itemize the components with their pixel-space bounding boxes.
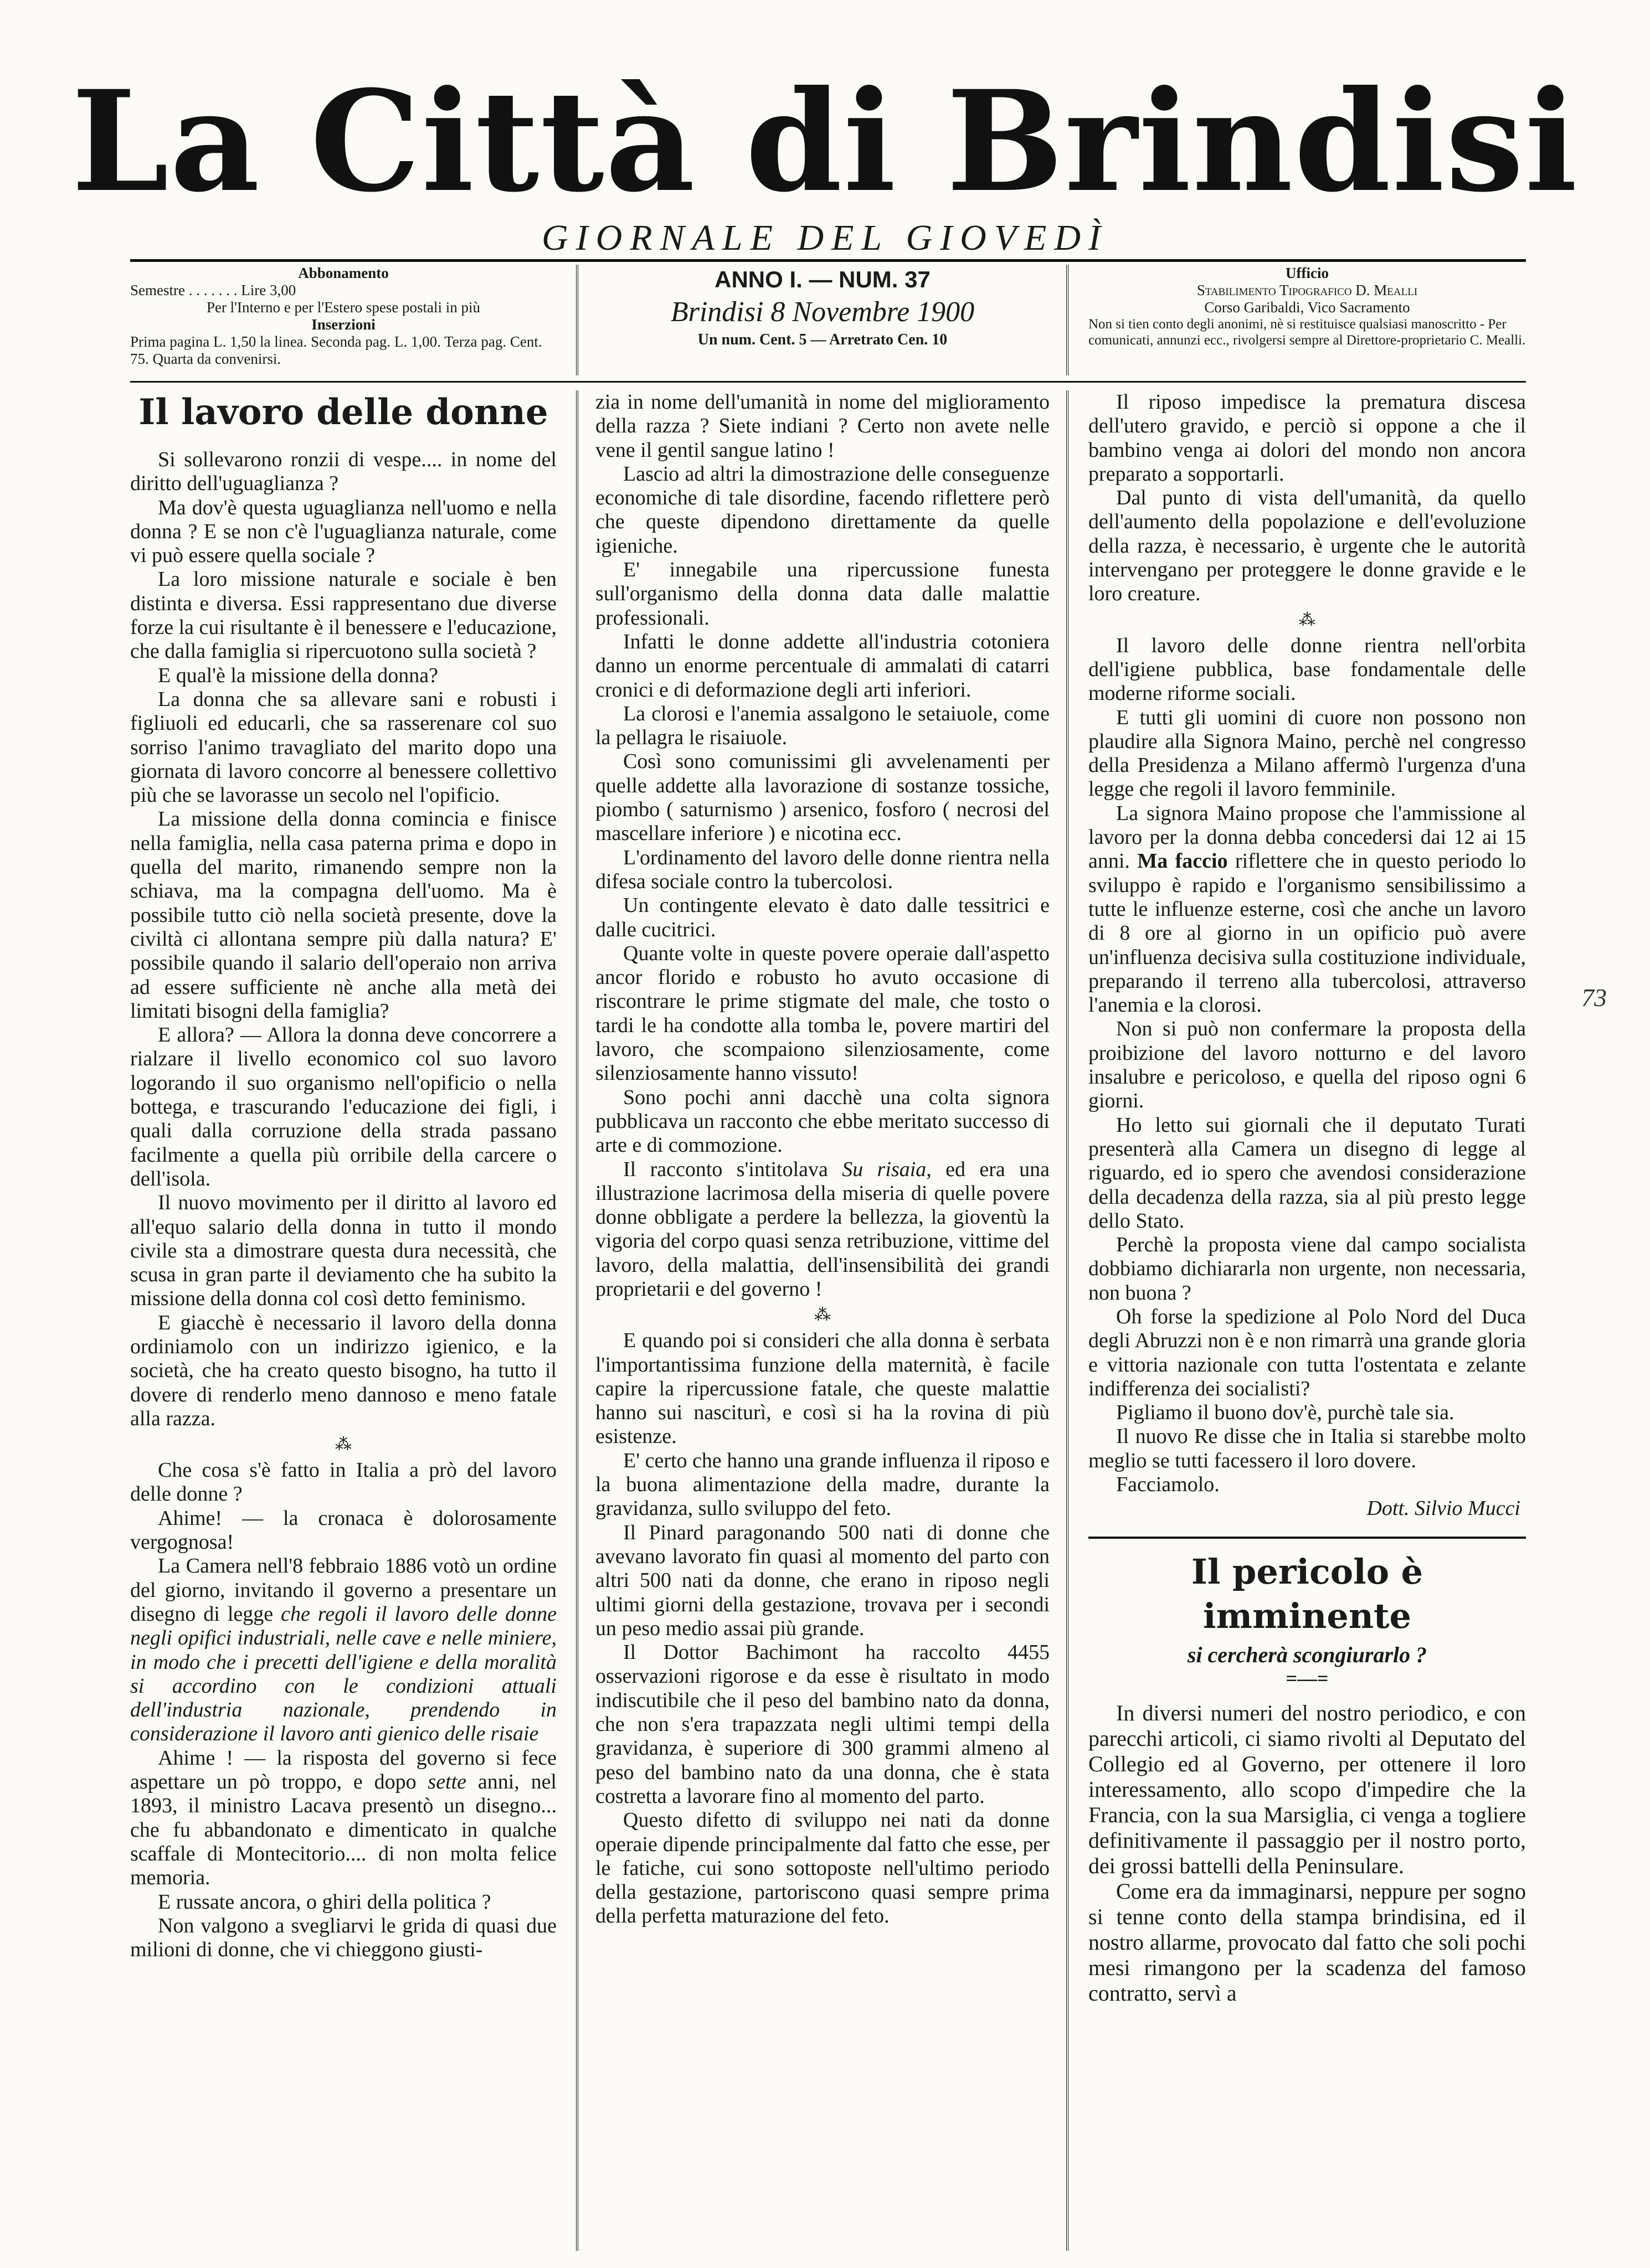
header-separator-right [1066, 265, 1072, 375]
paragraph: E' innegabile una ripercussione funesta sull'organismo della donna data dalle malattie professionali. [595, 558, 1050, 630]
paragraph: Che cosa s'è fatto in Italia a prò del lavoro delle donne ? [130, 1458, 557, 1506]
paragraph: La missione della donna comincia e finisce nella famiglia, nella casa paterna prima e dopo in quella del marito, rimanendo sempre non la schiava, ma la compagna dell'uomo. Ma è possibile tutto ciò nella società presente, dove la civiltà ci allontana sempre più dalla natura? E' possibile quando il salario dell'operaio non arriva ad essere sufficiente nè anche alla metà dei limitati bisogni della famiglia? [130, 807, 557, 1023]
issue-number: ANNO I. — NUM. 37 [715, 266, 931, 292]
section-stars: ⁂ [335, 1435, 352, 1454]
paragraph: zia in nome dell'umanità in nome del miglioramento della razza ? Siete indiani ? Certo non avete nelle vene il gentil sangue latino ! [595, 390, 1050, 462]
paragraph: Quante volte in queste povere operaie dall'aspetto ancor florido e robusto ho avuto occasione di riscontrare le prime stigmate del male, che tosto o tardi le ha condotte alla tomba le, povere martiri del lavoro, che scompaiono silenziosamente, come silenziosamente hanno vissuto! [595, 941, 1050, 1085]
section-stars: ⁂ [814, 1306, 831, 1324]
paragraph-text: , ed era una illustrazione lacrimosa della miseria di quelle povere donne obbligate a perdere la bellezza, la gioventù la vigoria del corpo quasi senza retribuzione, vittime del lavoro, della malattia, dell'insensibilità dei grandi proprietarii e del governo ! [595, 1157, 1050, 1301]
header-top-rule [130, 259, 1526, 262]
paragraph: E russate ancora, o ghiri della politica ? [158, 1890, 491, 1914]
article-separator-rule [1088, 1537, 1526, 1539]
paragraph: La donna che sa allevare sani e robusti i figliuoli ed educarli, che sa rasserenare col suo sorriso l'animo travagliato del marito dopo una giornata di lavoro concorre al benessere collettivo più che se lavorasse un secolo nel l'opificio. [130, 687, 557, 807]
office-notice: Non si tien conto degli anonimi, nè si restituisce qualsiasi manoscritto - Per comunicati, annunzi ecc., rivolgersi sempre al Direttore-proprietario C. Mealli. [1088, 317, 1526, 348]
paragraph: E allora? — Allora la donna deve concorrere a rialzare il livello economico col suo lavoro logorando il suo organismo nell'opificio o nella bottega, e trascurando l'educazione dei figli, i quali dalla corruzione della strada passano facilmente a quella più orribile della carcere o dell'isola. [130, 1023, 557, 1190]
paragraph: Il Dottor Bachimont ha raccolto 4455 osservazioni rigorose e da esse è risultato in modo indiscutibile che il peso del bambino nato da donna, che non s'era trapazzata negli ultimi tempi della gravidanza, è superiore di 300 grammi almeno al peso del bambino nato da una donna, che è stata costretta a lavorare fino al momento del parto. [595, 1641, 1050, 1808]
paragraph: Ma dov'è questa uguaglianza nell'uomo e nella donna ? E se non c'è l'uguaglianza naturale, come vi può essere quella sociale ? [130, 496, 557, 568]
subscription-heading: Abbonamento [298, 265, 389, 281]
paragraph: Il nuovo movimento per il diritto al lavoro ed all'equo salario della donna in tutto il mondo civile sta a dimostrare questa dura necessità, che scusa in gran parte il deviamento che ha subito la missione della donna col così detto feminismo. [130, 1191, 557, 1311]
paragraph: Sono pochi anni dacchè una colta signora pubblicava un racconto che ebbe meritato successo di arte e di commozione. [595, 1085, 1050, 1157]
article-title-pericolo: Il pericolo è imminente [1191, 1551, 1423, 1636]
column-separator-1 [576, 390, 582, 2251]
paragraph: L'ordinamento del lavoro delle donne rientra nella difesa sociale contro la tubercolosi. [595, 846, 1050, 893]
paragraph-bold: Ma faccio [1137, 849, 1228, 873]
column-separator-2 [1066, 390, 1072, 2251]
header-subscription-box [130, 265, 557, 375]
paragraph: Infatti le donne addette all'industria cotoniera danno un enorme percentuale di ammalati di catarri cronici e di deformazione degli arti inferiori. [595, 630, 1050, 702]
paragraph: Ahime! — la cronaca è dolorosamente vergognosa! [130, 1506, 557, 1554]
section-stars: ⁂ [1299, 610, 1315, 629]
paragraph-text: La signora Maino propose che l'ammissione al lavoro per la donna debba concedersi dai 12 ai 15 anni. [1088, 801, 1526, 873]
paragraph: E tutti gli uomini di cuore non possono non plaudire alla Signora Maino, perchè nel congresso della Presidenza a Milano affermò l'urgenza d'una legge che regoli il lavoro femminile. [1088, 705, 1526, 801]
paragraph: E qual'è la missione della donna? [158, 663, 438, 687]
newspaper-title: La Città di Brindisi [71, 60, 1579, 223]
issue-date: Brindisi 8 Novembre 1900 [670, 296, 975, 328]
paragraph: Si sollevarono ronzii di vespe.... in nome del diritto dell'uguaglianza ? [130, 448, 557, 496]
paragraph-italic: sette [428, 1770, 467, 1794]
paragraph: Questo difetto di sviluppo nei nati da donne operaie dipende principalmente dal fatto che esse, per le fatiche, cui sono sottoposte nell'ultimo periodo della gestazione, partoriscono quasi sempre prima della perfetta maturazione del feto. [595, 1808, 1050, 1928]
office-heading: Ufficio [1286, 265, 1329, 281]
paragraph: Il lavoro delle donne rientra nell'orbita dell'igiene pubblica, base fondamentale delle moderne riforme sociali. [1088, 633, 1526, 705]
masthead [0, 60, 1650, 259]
paragraph: Non valgono a svegliarvi le grida di quasi due milioni di donne, che vi chieggono giusti- [130, 1914, 557, 1962]
paragraph: Come era da immaginarsi, neppure per sogno si tenne conto della stampa brindisina, ed il nostro allarme, provocato dal fatto che soli pochi mesi rimangono per la scadenza del famoso contratto, servì a [1088, 1879, 1526, 2006]
column-1 [130, 390, 557, 1962]
insertions-heading: Inserzioni [311, 316, 376, 333]
office-printer: Stabilimento Tipografico D. Mealli [1196, 282, 1418, 298]
header-office-box [1088, 265, 1526, 375]
paragraph: Non si può non confermare la proposta della proibizione del lavoro notturno e del lavoro insalubre e pericoloso, e quella del riposo ogni 6 giorni. [1088, 1017, 1526, 1113]
article-separator-mark: =—= [1286, 1667, 1329, 1689]
paragraph: Perchè la proposta viene dal campo socialista dobbiamo dichiararla non urgente, non necessaria, non buona ? [1088, 1233, 1526, 1305]
paragraph: Facciamolo. [1116, 1473, 1220, 1497]
newspaper-subtitle: GIORNALE DEL GIOVEDÌ [541, 218, 1109, 258]
paragraph-text: La Camera nell'8 febbraio 1886 votò un ordine del giorno, invitando il governo a presentare un disegno di legge [130, 1554, 557, 1626]
paragraph-text: anni, nel 1893, il ministro Lacava presentò un disegno... che fu abbandonato e dimenticato in qualche scaffale di Montecitorio.... di non molta felice memoria. [130, 1770, 557, 1890]
paragraph-governo [130, 1746, 557, 1890]
paragraph: Lascio ad altri la dimostrazione delle conseguenze economiche di tale disordine, facendo riflettere però che queste dipendono direttamente da quelle igieniche. [595, 462, 1050, 558]
paragraph-text: Il racconto s'intitolava [623, 1157, 842, 1181]
paragraph: Dal punto di vista dell'umanità, da quello dell'aumento della popolazione e dell'evoluzione della razza, è necessario, è urgente che le autorità intervengano per proteggere le donne gravide e le loro creature. [1088, 486, 1526, 606]
header-bottom-rule [130, 381, 1526, 383]
article-signature: Dott. Silvio Mucci [1366, 1497, 1520, 1520]
article-title-lavoro-donne: Il lavoro delle donne [138, 391, 548, 433]
paragraph: Ho letto sui giornali che il deputato Turati presenterà alla Camera un disegno di legge al riguardo, ed io spero che avendosi considerazione della decadenza della razza, sia al più presto legge dello Stato. [1088, 1113, 1526, 1233]
article-subtitle-pericolo: si cercherà scongiurarlo ? [1187, 1642, 1427, 1667]
paragraph: La loro missione naturale e sociale è ben distinta e diversa. Essi rappresentano due diverse forze la cui risultante è il benessere e l'educazione, che dalla famiglia si ripercuotono sulla società ? [130, 568, 557, 663]
issue-price: Un num. Cent. 5 — Arretrato Cen. 10 [697, 331, 948, 348]
insertions-rates: Prima pagina L. 1,50 la linea. Seconda pag. L. 1,00. Terza pag. Cent. 75. Quarta da convenirsi. [130, 333, 542, 367]
paragraph-text: riflettere che in questo periodo lo sviluppo è rapido e l'organismo sensibilissimo a tutte le influenze esterne, così che anche un lavoro di 8 ore al giorno in un opificio può avere un'influenza decisiva sulla costituzione individuale, preparando il terreno alla tubercolosi, attraverso l'anemia e la clorosi. [1088, 849, 1526, 1017]
header-separator-left [576, 265, 582, 375]
paragraph: Un contingente elevato è dato dalle tessitrici e dalle cucitrici. [595, 894, 1050, 941]
paragraph-text: Ahime ! — la risposta del governo si fece aspettare un pò troppo, e dopo [130, 1746, 557, 1794]
paragraph: Pigliamo il buono dov'è, purchè tale sia. [1116, 1401, 1454, 1425]
paragraph: Il Pinard paragonando 500 nati di donne che avevano lavorato fin quasi al momento del parto con altri 500 nati da donne, che erano in riposo negli ultimi giorni della gestazione, trovava per i secondi un peso medio assai più grande. [595, 1520, 1050, 1640]
paragraph-italic: Su risaia [842, 1157, 927, 1181]
paragraph-maino [1088, 802, 1526, 1018]
paragraph-italic: che regoli il lavoro delle donne negli opifici industriali, nelle cave e nelle miniere, in modo che i precetti dell'igiene e della moralità si accordino con le condizioni attuali dell'industria nazionale, prendendo in considerazione il lavoro anti gienico delle risaie [130, 1602, 557, 1746]
paragraph: Il riposo impedisce la prematura discesa dell'utero gravido, e perciò si oppone a che il bambino venga ai dolori del mondo non ancora preparato a sopportarli. [1088, 390, 1526, 486]
paragraph: La clorosi e l'anemia assalgono le setaiuole, come la pellagra le risaiuole. [595, 702, 1050, 750]
paragraph-camera [130, 1554, 557, 1746]
paragraph: E giacchè è necessario il lavoro della donna ordiniamolo con un indirizzo igienico, e la società, che ha creato questo bisogno, ha tutto il dovere di renderlo meno dannoso e meno fatale alla razza. [130, 1311, 557, 1430]
paragraph: In diversi numeri del nostro periodico, e con parecchi articoli, ci siamo rivolti al Deputato del Collegio ed al Governo, per ottenere il loro interessamento, allo scopo d'impedire che la Francia, con la sua Marsiglia, ci venga a togliere definitivamente il passaggio per il nostro porto, dei grossi battelli della Peninsulare. [1088, 1700, 1526, 1879]
paragraph: E quando poi si consideri che alla donna è serbata l'importantissima funzione della maternità, è facile capire la ripercussione fatale, che queste malattie hanno sui nasciturì, e così si ha la rovina di più esistenze. [595, 1329, 1050, 1449]
header-issue-box [593, 265, 1052, 375]
margin-page-number: 73 [1581, 983, 1607, 1012]
subscription-postage: Per l'Interno e per l'Estero spese postali in più [206, 299, 481, 316]
paragraph: Oh forse la spedizione al Polo Nord del Duca degli Abruzzi non è e non rimarrà una grande gloria e vittoria nazionale con tutta l'ostentata e zelante indifferenza dei socialisti? [1088, 1305, 1526, 1400]
paragraph-racconto [595, 1158, 1050, 1302]
column-3 [1088, 390, 1526, 2006]
office-address: Corso Garibaldi, Vico Sacramento [1204, 299, 1410, 316]
column-2 [595, 390, 1050, 1929]
paragraph: Il nuovo Re disse che in Italia si starebbe molto meglio se tutti facessero il loro dovere. [1088, 1425, 1526, 1472]
paragraph: Così sono comunissimi gli avvelenamenti per quelle addette alla lavorazione di sostanze tossiche, piombo ( saturnismo ) arsenico, fosforo ( necrosi del mascellare inferiore ) e nicotina ecc. [595, 750, 1050, 846]
subscription-price: Semestre . . . . . . . Lire 3,00 [130, 282, 296, 298]
paragraph: E' certo che hanno una grande influenza il riposo e la buona alimentazione della madre, durante la gravidanza, sullo sviluppo del feto. [595, 1449, 1050, 1520]
